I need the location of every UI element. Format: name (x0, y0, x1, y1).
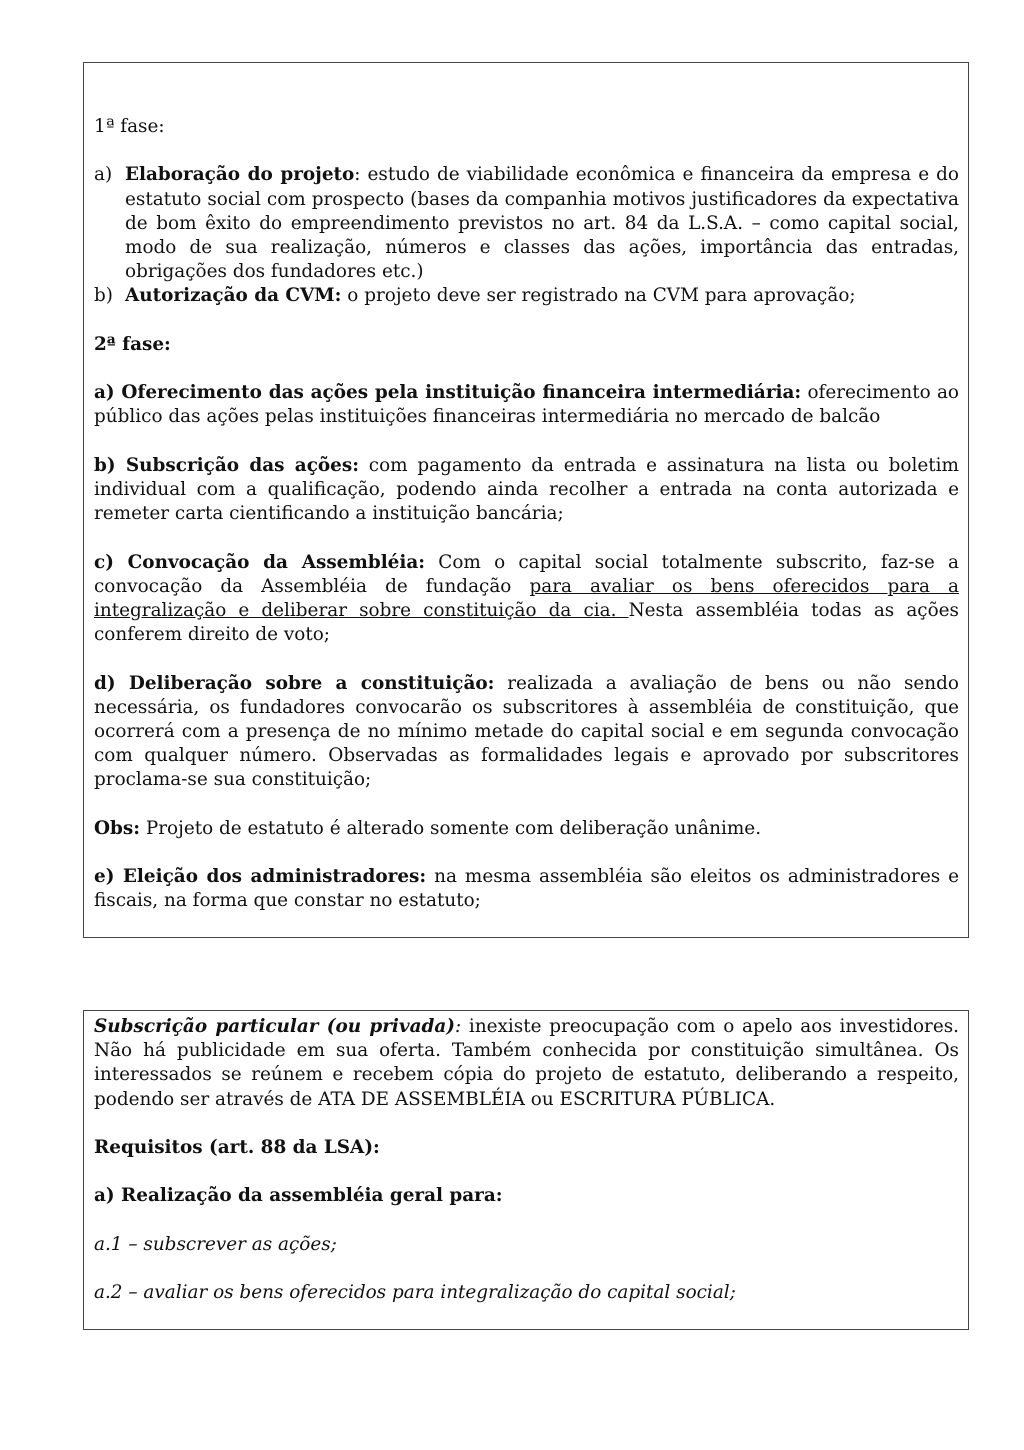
phase2-item-e (94, 865, 959, 913)
private-subscription-intro: Subscrição particular (ou privada): inexiste preocupação com o apelo aos investidores. Não há publicidade em sua oferta. Também conhecida por constituição simultânea. Os interessados se reúnem e recebem cópia do projeto de estatuto, deliberando a respeito, podendo ser através de ATA DE ASSEMBLÉIA ou ESCRITURA PÚBLICA. (94, 1016, 959, 1110)
intro-text: inexiste preocupação com o apelo aos investidores. Não há publicidade em sua oferta. Também conhecida por constituição simultânea. Os interessados se reúnem e recebem cópia do projeto de estatuto, deliberando a respeito, podendo ser através de ATA DE ASSEMBLÉIA ou ESCRITURA PÚBLICA. (94, 1016, 959, 1110)
item-title: d) Deliberação sobre a constituição: (94, 672, 495, 694)
obs-note (94, 817, 959, 841)
item-text: : estudo de viabilidade econômica e financeira da empresa e do estatuto social com prospecto (bases da companhia motivos justificadores da expectativa de bom êxito do empreendimento previstos no art. 84 da L.S.A. – como capital social, modo de sua realização, números e classes das ações, importância das entradas, obrigações dos fundadores etc.) (125, 164, 959, 283)
obs-text: Projeto de estatuto é alterado somente com deliberação unânime. (140, 817, 762, 839)
phase1-item-b (94, 284, 959, 308)
item-text: Com o capital social totalmente subscrito, faz-se a convocação da Assembléia de fundação (94, 551, 959, 597)
item-text: o projeto deve ser registrado na CVM para aprovação; (341, 285, 856, 307)
item-text: realizada a avaliação de bens ou não sendo necessária, os fundadores convocarão os subscritores à assembléia de constituição, que ocorrerá com a presença de no mínimo metade do capital social e em segunda convocação com qualquer número. Observadas as formalidades legais e aprovado por subscritores proclama-se sua constituição; (94, 672, 959, 791)
item-text: na mesma assembléia são eleitos os administradores e fiscais, na forma que constar no estatuto; (94, 866, 959, 912)
phase1-heading: 1ª fase: (94, 116, 165, 137)
phase2-item-b (94, 454, 959, 527)
underlined-text: para avaliar os bens oferecidos para a integralização e deliberar sobre constituição da cia. (94, 575, 959, 621)
requisitos-heading: Requisitos (art. 88 da LSA): (94, 1137, 380, 1158)
item-title: c) Convocação da Assembléia: (94, 551, 426, 573)
phase2-item-d (94, 672, 959, 793)
item-title: Autorização da CVM: (125, 285, 342, 307)
phase2-item-c (94, 551, 959, 648)
item-title: a) Oferecimento das ações pela instituição financeira intermediária: (94, 382, 802, 404)
item-marker: a) (94, 164, 113, 186)
item-text: com pagamento da entrada e assinatura na lista ou boletim individual com a qualificação, podendo ainda recolher a entrada na conta autorizada e remeter carta cientificando a instituição bancária; (94, 454, 959, 525)
private-subscription-box (83, 1010, 969, 1330)
item-marker: b) (94, 285, 113, 307)
item-title: Elaboração do projeto (125, 164, 355, 186)
item-title: e) Eleição dos administradores: (94, 866, 427, 888)
item-text: Nesta assembléia todas as ações conferem direito de voto; (94, 599, 959, 646)
requisito-a1: a.1 – subscrever as ações; (94, 1233, 337, 1255)
item-text: oferecimento ao público das ações pelas instituições financeiras intermediária no mercado de balcão (94, 382, 959, 428)
constitution-phases-box (83, 62, 969, 938)
phase2-heading: 2ª fase: (94, 333, 171, 355)
requisito-a2: a.2 – avaliar os bens oferecidos para integralização do capital social; (94, 1282, 736, 1304)
requisito-a: a) Realização da assembléia geral para: (94, 1185, 503, 1207)
phase2-item-a (94, 381, 959, 429)
item-title: b) Subscrição das ações: (94, 454, 360, 476)
intro-title: Subscrição particular (ou privada) (94, 1016, 456, 1037)
obs-title: Obs: (94, 817, 141, 839)
phase1-item-a (94, 163, 959, 284)
